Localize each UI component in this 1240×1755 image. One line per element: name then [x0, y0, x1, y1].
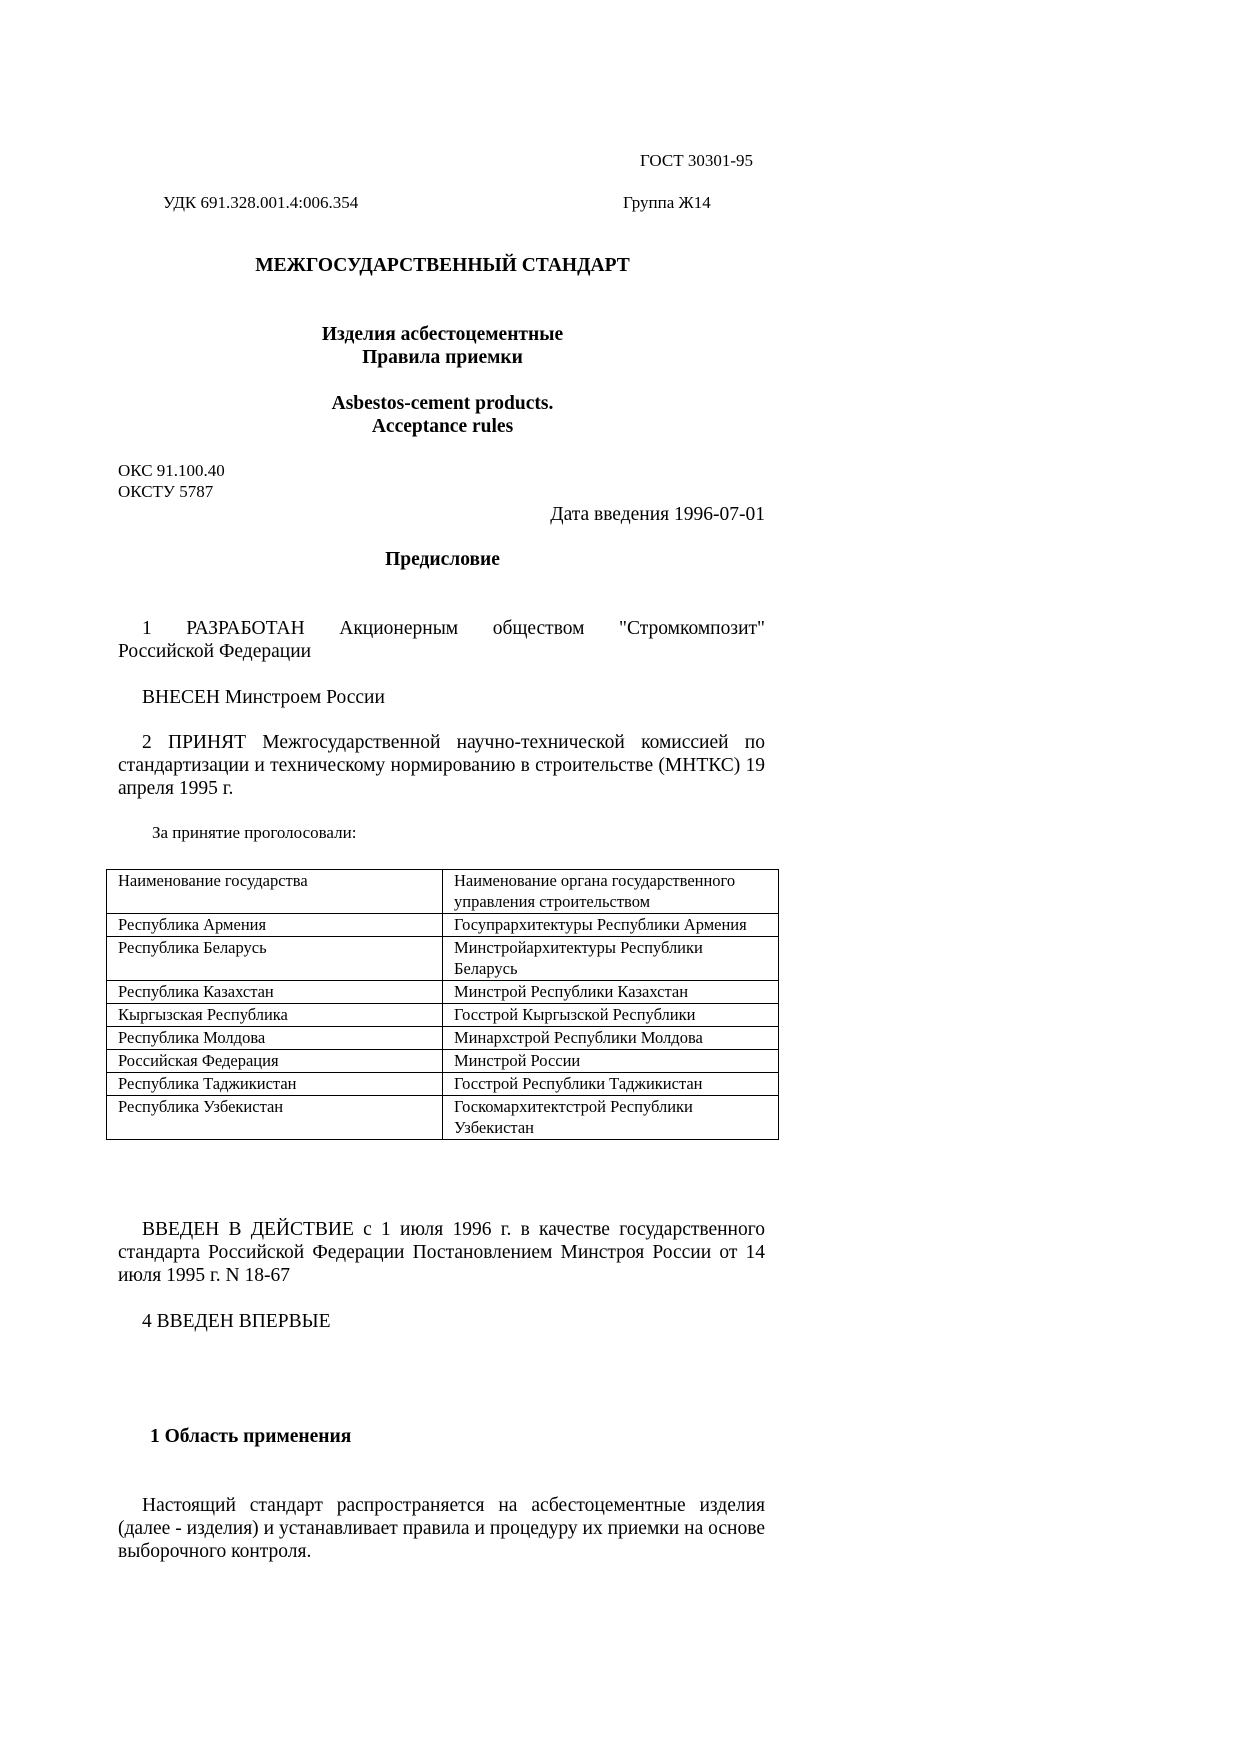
table-row: [107, 1050, 779, 1073]
table-header-cell: Наименование органа государственного управления строительством: [443, 870, 779, 914]
approval-table: [106, 869, 779, 1140]
table-cell-state: Республика Узбекистан: [107, 1096, 443, 1140]
table-cell-authority: Госупрархитектуры Республики Армения: [443, 914, 779, 937]
foreword-submitted: ВНЕСЕН Минстроем России: [142, 687, 385, 708]
table-cell-authority: Минстрой России: [443, 1050, 779, 1073]
section-1-text: Настоящий стандарт распространяется на асбестоцементные изделия (далее - изделия) и устанавливает правила и процедуру их приемки на основе выборочного контроля.: [118, 1495, 765, 1562]
table-cell-authority: Минстрой Республики Казахстан: [443, 981, 779, 1004]
table-cell-state: Российская Федерация: [107, 1050, 443, 1073]
foreword-adopted: 2 ПРИНЯТ Межгосударственной научно-технической комиссией по стандартизации и техническому нормированию в строительстве (МНТКС) 19 апреля 1995 г.: [118, 732, 765, 799]
table-header-row: [107, 870, 779, 914]
table-row: [107, 1004, 779, 1027]
table-row: [107, 1073, 779, 1096]
table-cell-authority: Минархстрой Республики Молдова: [443, 1027, 779, 1050]
title-ru-line1: Изделия асбестоцементные: [321, 324, 564, 345]
foreword-first-introduced: 4 ВВЕДЕН ВПЕРВЫЕ: [142, 1311, 331, 1332]
group-code: Группа Ж14: [623, 193, 711, 212]
table-cell-state: Республика Беларусь: [107, 937, 443, 981]
oks-code: ОКС 91.100.40: [118, 461, 225, 480]
table-cell-authority: Госкомархитектстрой Республики Узбекистан: [443, 1096, 779, 1140]
table-row: [107, 981, 779, 1004]
table-header-cell: Наименование государства: [107, 870, 443, 914]
table-cell-state: Республика Армения: [107, 914, 443, 937]
okstu-code: ОКСТУ 5787: [118, 482, 214, 501]
table-cell-authority: Госстрой Республики Таджикистан: [443, 1073, 779, 1096]
table-row: [107, 914, 779, 937]
introduction-date: Дата введения 1996-07-01: [550, 504, 765, 525]
title-en-line1: Asbestos-cement products.: [331, 393, 554, 414]
voted-label: За принятие проголосовали:: [152, 823, 357, 842]
table-cell-state: Республика Молдова: [107, 1027, 443, 1050]
title-en-line2: Acceptance rules: [371, 416, 514, 437]
table-row: [107, 1027, 779, 1050]
udk-code: УДК 691.328.001.4:006.354: [163, 193, 359, 212]
foreword-enacted: ВВЕДЕН В ДЕЙСТВИЕ с 1 июля 1996 г. в качестве государственного стандарта Российской Федерации Постановлением Минстроя России от 14 июля 1995 г. N 18-67: [118, 1219, 765, 1286]
standard-type-title: МЕЖГОСУДАРСТВЕННЫЙ СТАНДАРТ: [255, 255, 630, 276]
foreword-heading: Предисловие: [385, 549, 500, 570]
section-1-heading: 1 Область применения: [150, 1426, 352, 1447]
table-cell-state: Республика Казахстан: [107, 981, 443, 1004]
table-cell-authority: Минстройархитектуры Республики Беларусь: [443, 937, 779, 981]
foreword-developed-line2: Российской Федерации: [118, 641, 312, 662]
table-row: [107, 1096, 779, 1140]
table-cell-state: Республика Таджикистан: [107, 1073, 443, 1096]
gost-number: ГОСТ 30301-95: [640, 151, 754, 170]
title-ru-line2: Правила приемки: [362, 347, 523, 368]
foreword-developed-line1: 1 РАЗРАБОТАН Акционерным обществом "Стромкомпозит": [142, 618, 765, 639]
table-row: [107, 937, 779, 981]
table-cell-state: Кыргызская Республика: [107, 1004, 443, 1027]
table-cell-authority: Госстрой Кыргызской Республики: [443, 1004, 779, 1027]
